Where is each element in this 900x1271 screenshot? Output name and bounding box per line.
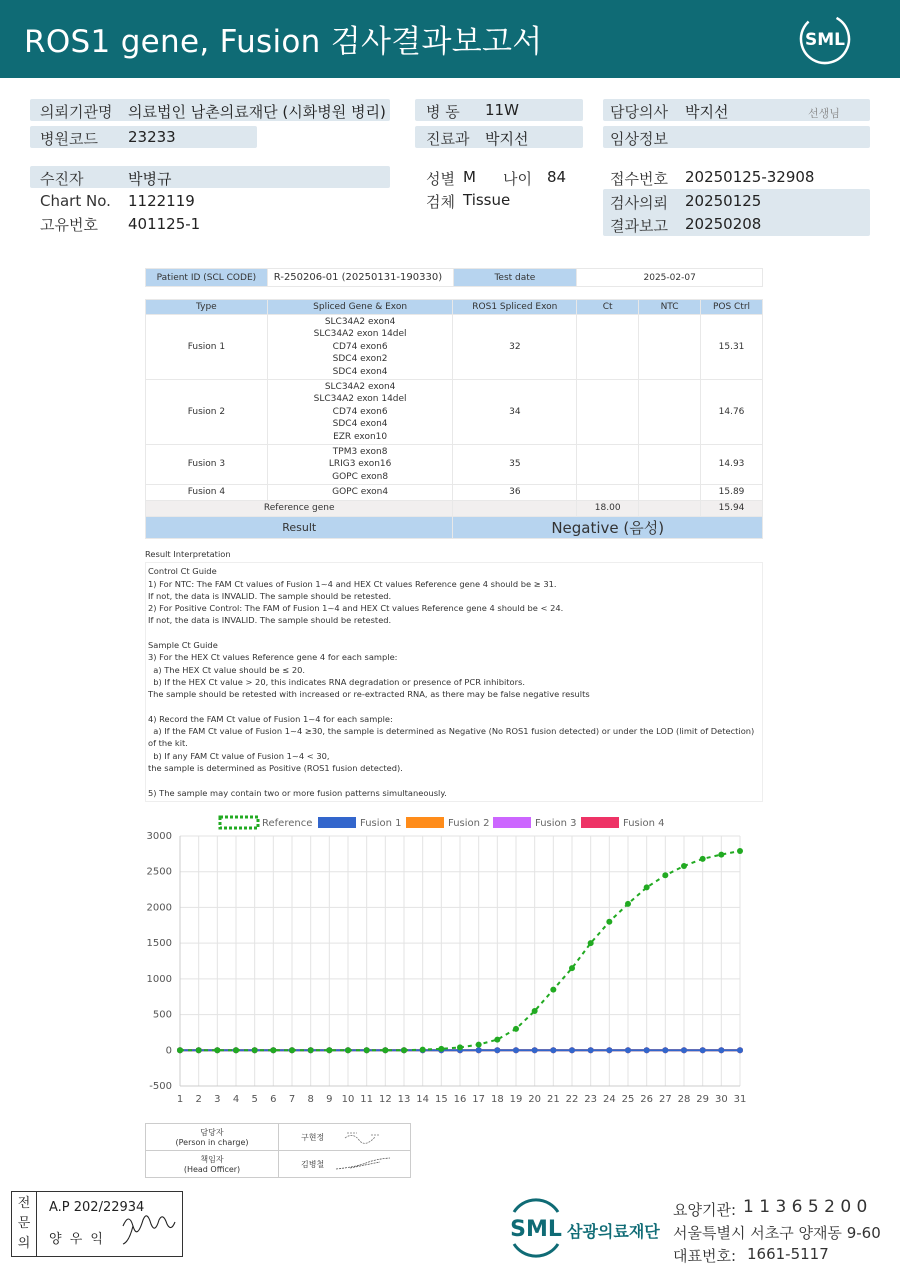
legend-label: Fusion 4: [623, 818, 665, 829]
fusion-type: Fusion 1: [146, 315, 268, 380]
x-tick-label: 16: [453, 1094, 467, 1105]
data-point: [644, 1047, 650, 1053]
chart-label: Chart No.: [40, 192, 111, 210]
x-tick-label: 27: [658, 1094, 672, 1105]
x-tick-label: 22: [565, 1094, 579, 1105]
data-point: [233, 1047, 239, 1053]
hospital-code-label: 병원코드: [40, 130, 98, 148]
data-point: [550, 987, 556, 993]
hospital-code-value: 23233: [128, 128, 176, 146]
data-point: [681, 1047, 687, 1053]
x-tick-label: 14: [416, 1094, 430, 1105]
ntc-value: [639, 485, 701, 500]
ntc-value: [639, 445, 701, 485]
data-point: [289, 1047, 295, 1053]
head-name-cell: [279, 1151, 411, 1178]
data-point: [214, 1047, 220, 1053]
head-officer-cell: [146, 1151, 279, 1178]
legend-label: Reference: [262, 818, 313, 829]
x-tick-label: 13: [397, 1094, 411, 1105]
x-tick-label: 4: [232, 1094, 240, 1105]
data-point: [532, 1008, 538, 1014]
legend-swatch: [406, 817, 444, 828]
x-tick-label: 5: [251, 1094, 258, 1105]
footer-code-value: 1 1 3 6 5 2 0 0: [743, 1197, 868, 1217]
col-header: Type: [146, 300, 268, 315]
data-point: [457, 1044, 463, 1050]
data-point: [420, 1047, 426, 1053]
x-tick-label: 26: [640, 1094, 654, 1105]
footer-phone-label: 대표번호:: [673, 1247, 737, 1265]
request-value: 20250125: [685, 192, 762, 210]
interpretation-line: 5) The sample may contain two or more fusion patterns simultaneously.: [148, 787, 447, 798]
reference-row: [146, 500, 763, 516]
interpretation-line: The sample should be retested with increased or re-extracted RNA, as there may be false negative results: [148, 689, 590, 700]
doctor-suffix: 선생님: [808, 107, 840, 120]
interpretation-line: 3) For the HEX Ct values Reference gene 4 for each sample:: [148, 652, 398, 663]
age-value: 84: [547, 168, 567, 186]
data-point: [476, 1042, 482, 1048]
stamp-signature: [119, 1206, 181, 1250]
interpretation-line: Control Ct Guide: [148, 566, 217, 577]
y-tick-label: 2000: [146, 902, 172, 914]
x-tick-label: 10: [341, 1094, 355, 1105]
data-point: [718, 1047, 724, 1053]
interpretation-line: If not, the data is INVALID. The sample should be retested.: [148, 590, 392, 601]
patient-label: 수진자: [40, 170, 84, 188]
reference-label: Reference gene: [146, 500, 453, 516]
sex-value: M: [463, 168, 476, 186]
sml-logo-text: SML: [805, 30, 845, 50]
gene-exon: LRIG3 exon16: [328, 459, 392, 470]
data-point: [718, 852, 724, 858]
data-point: [438, 1046, 444, 1052]
result-table: [145, 299, 763, 539]
y-tick-label: 0: [165, 1045, 172, 1057]
x-tick-label: 15: [434, 1094, 448, 1105]
data-point: [532, 1047, 538, 1053]
doctor-value: 박지선: [685, 103, 729, 121]
stamp-char: 문: [17, 1216, 31, 1231]
institution-label: 의뢰기관명: [40, 103, 113, 121]
specimen-label: 검체: [426, 193, 455, 211]
receipt-value: 20250125-32908: [685, 168, 815, 186]
data-point: [270, 1047, 276, 1053]
interpretation-line: a) If the FAM Ct value of Fusion 1~4 ≥30, the sample is determined as Negative (No ROS1 fusion detected) or under the LOD (limit of Detection) of the kit.: [148, 726, 757, 749]
data-point: [382, 1047, 388, 1053]
reference-pos: 15.94: [701, 500, 763, 516]
fusion-type: Fusion 4: [146, 485, 268, 500]
legend-swatch: [220, 817, 258, 828]
gene-exon: SDC4 exon2: [332, 354, 388, 365]
footer-phone-value: 1661-5117: [747, 1245, 829, 1263]
reference-ct: 18.00: [577, 500, 639, 516]
data-point: [662, 1047, 668, 1053]
data-point: [476, 1047, 482, 1053]
patient-id-value: R-250206-01 (20250131-190330): [267, 269, 453, 287]
gene-exon: CD74 exon6: [332, 406, 388, 417]
fusion-type: Fusion 3: [146, 445, 268, 485]
amplification-chart: [140, 812, 760, 1112]
legend-swatch: [493, 817, 531, 828]
fusion-row: [146, 445, 763, 485]
gene-exon: EZR exon10: [333, 431, 388, 442]
data-point: [345, 1047, 351, 1053]
report-header: [0, 0, 900, 78]
data-point: [625, 1047, 631, 1053]
data-point: [700, 856, 706, 862]
x-tick-label: 12: [378, 1094, 392, 1105]
data-point: [662, 872, 668, 878]
data-point: [401, 1047, 407, 1053]
data-point: [700, 1047, 706, 1053]
unique-label: 고유번호: [40, 216, 98, 234]
stamp-license: A.P 202/22934: [49, 1200, 145, 1215]
report-label: 결과보고: [610, 217, 668, 235]
interpretation-line: 4) Record the FAM Ct value of Fusion 1~4 for each sample:: [148, 713, 393, 724]
interpretation-line: a) The HEX Ct value should be ≤ 20.: [148, 664, 306, 675]
institution-value: 의료법인 남촌의료재단 (시화병원 병리): [128, 103, 386, 121]
person-name: 구현정: [301, 1132, 325, 1142]
data-point: [494, 1047, 500, 1053]
gene-exon: SLC34A2 exon 14del: [313, 394, 407, 405]
y-tick-label: 2500: [146, 866, 172, 878]
gene-exon: GOPC exon8: [332, 471, 389, 482]
ntc-value: [639, 315, 701, 380]
interpretation-line: [148, 701, 760, 713]
test-date-value: 2025-02-07: [577, 269, 763, 287]
interpretation-line: If not, the data is INVALID. The sample should be retested.: [148, 615, 392, 626]
stamp-char: 전: [17, 1196, 31, 1211]
dept-label: 진료과: [426, 130, 470, 148]
clinical-label: 임상정보: [610, 130, 668, 148]
data-point: [606, 919, 612, 925]
person-name-cell: [279, 1124, 411, 1151]
x-tick-label: 29: [696, 1094, 710, 1105]
gene-exon: CD74 exon6: [332, 341, 388, 352]
data-point: [326, 1047, 332, 1053]
data-point: [177, 1047, 183, 1053]
head-label-ko: 책임자: [200, 1155, 224, 1164]
request-label: 검사의뢰: [610, 194, 668, 212]
result-value: Negative (음성): [453, 516, 763, 538]
chart-value: 1122119: [128, 192, 195, 210]
x-tick-label: 1: [176, 1094, 184, 1105]
data-point: [625, 901, 631, 907]
data-point: [569, 965, 575, 971]
x-tick-label: 20: [528, 1094, 542, 1105]
y-tick-label: 3000: [146, 831, 172, 842]
ward-value: 11W: [485, 101, 519, 119]
patient-value: 박병규: [128, 170, 172, 188]
col-header: POS Ctrl: [701, 300, 763, 315]
head-signature: [334, 1155, 394, 1173]
x-tick-label: 24: [602, 1094, 616, 1105]
pos-ctrl-value: 15.89: [701, 485, 763, 500]
footer-code-label: 요양기관:: [673, 1201, 737, 1219]
footer-logo-text: SML: [510, 1217, 562, 1242]
col-header: NTC: [639, 300, 701, 315]
interpretation-line: b) If any FAM Ct value of Fusion 1~4 < 30,: [148, 750, 330, 761]
x-tick-label: 19: [509, 1094, 523, 1105]
data-point: [513, 1047, 519, 1053]
y-tick-label: 1000: [146, 973, 172, 985]
data-point: [196, 1047, 202, 1053]
data-point: [606, 1047, 612, 1053]
ct-value: [577, 485, 639, 500]
test-date-label: Test date: [453, 269, 577, 287]
sml-logo: [798, 12, 852, 66]
data-point: [588, 1047, 594, 1053]
fusion-row: [146, 485, 763, 500]
legend-label: Fusion 2: [448, 818, 490, 829]
x-tick-label: 31: [733, 1094, 747, 1105]
data-point: [737, 1047, 743, 1053]
result-label: Result: [146, 516, 453, 538]
data-point: [494, 1037, 500, 1043]
interpretation-line: [148, 627, 760, 639]
spliced-genes: [267, 380, 453, 445]
spliced-genes: [267, 485, 453, 500]
x-tick-label: 21: [546, 1094, 560, 1105]
doctor-label: 담당의사: [610, 103, 668, 121]
interpretation-box: [145, 562, 763, 802]
x-tick-label: 6: [270, 1094, 277, 1105]
x-tick-label: 8: [307, 1094, 314, 1105]
legend-label: Fusion 1: [360, 818, 402, 829]
legend-label: Fusion 3: [535, 818, 577, 829]
gene-exon: SLC34A2 exon 14del: [313, 329, 407, 340]
person-in-charge-cell: [146, 1124, 279, 1151]
spliced-genes: [267, 315, 453, 380]
col-header: Ct: [577, 300, 639, 315]
data-point: [588, 940, 594, 946]
interpretation-line: Sample Ct Guide: [148, 640, 218, 651]
result-row: [146, 516, 763, 538]
gene-exon: SDC4 exon4: [332, 419, 388, 430]
x-tick-label: 23: [584, 1094, 598, 1105]
data-point: [644, 884, 650, 890]
head-label-en: (Head Officer): [183, 1165, 241, 1174]
ct-value: [577, 380, 639, 445]
result-interpretation: [145, 548, 763, 802]
specialist-stamp: [11, 1191, 183, 1257]
gene-exon: SLC34A2 exon4: [324, 382, 396, 393]
receipt-label: 접수번호: [610, 170, 668, 188]
sex-label: 성별: [426, 170, 455, 188]
legend-swatch: [318, 817, 356, 828]
person-label-ko: 담당자: [200, 1128, 224, 1137]
ros1-exon: 35: [453, 445, 577, 485]
unique-value: 401125-1: [128, 215, 201, 233]
pos-ctrl-value: 14.76: [701, 380, 763, 445]
data-point: [737, 848, 743, 854]
patient-id-label: Patient ID (SCL CODE): [146, 269, 268, 287]
x-tick-label: 28: [677, 1094, 691, 1105]
pos-ctrl-value: 15.31: [701, 315, 763, 380]
gene-exon: SDC4 exon4: [332, 366, 388, 377]
col-header: ROS1 Spliced Exon: [453, 300, 577, 315]
dept-value: 박지선: [485, 130, 529, 148]
footer-org-name: 삼광의료재단: [567, 1222, 660, 1241]
x-tick-label: 17: [472, 1094, 486, 1105]
x-tick-label: 9: [326, 1094, 333, 1105]
footer-address: 서울특별시 서초구 양재동 9-60: [673, 1224, 881, 1242]
patient-id-table: [145, 268, 763, 287]
spliced-genes: [267, 445, 453, 485]
interpretation-title: Result Interpretation: [145, 549, 231, 559]
ward-label: 병 동: [426, 103, 460, 121]
ntc-value: [639, 380, 701, 445]
signature-table: [145, 1123, 411, 1178]
y-tick-label: 1500: [146, 938, 172, 950]
gene-exon: GOPC exon4: [332, 487, 389, 498]
col-header: Spliced Gene & Exon: [267, 300, 453, 315]
pos-ctrl-value: 14.93: [701, 445, 763, 485]
data-point: [681, 863, 687, 869]
stamp-char: 의: [17, 1236, 31, 1251]
legend-swatch: [581, 817, 619, 828]
gene-exon: SLC34A2 exon4: [324, 317, 396, 327]
ros1-exon: 36: [453, 485, 577, 500]
age-label: 나이: [503, 170, 532, 188]
data-point: [308, 1047, 314, 1053]
ct-value: [577, 315, 639, 380]
x-tick-label: 11: [360, 1094, 374, 1105]
interpretation-line: [148, 774, 760, 786]
data-point: [252, 1047, 258, 1053]
interpretation-line: the sample is determined as Positive (ROS1 fusion detected).: [148, 763, 403, 774]
interpretation-line: 1) For NTC: The FAM Ct values of Fusion 1~4 and HEX Ct values Reference gene 4 should be ≥ 31.: [148, 578, 557, 589]
y-tick-label: -500: [149, 1081, 172, 1092]
fusion-row: [146, 380, 763, 445]
footer-sml-logo: [508, 1198, 564, 1258]
x-tick-label: 3: [214, 1094, 221, 1105]
x-tick-label: 25: [621, 1094, 635, 1105]
report-title: ROS1 gene, Fusion 검사결과보고서: [24, 24, 543, 60]
fusion-type: Fusion 2: [146, 380, 268, 445]
stamp-vertical-label: [12, 1192, 37, 1256]
ct-value: [577, 445, 639, 485]
data-point: [569, 1047, 575, 1053]
data-point: [364, 1047, 370, 1053]
x-tick-label: 18: [490, 1094, 504, 1105]
person-signature: [341, 1129, 391, 1145]
data-point: [513, 1026, 519, 1032]
x-tick-label: 30: [714, 1094, 728, 1105]
fusion-row: [146, 315, 763, 380]
x-tick-label: 7: [288, 1094, 296, 1105]
gene-exon: TPM3 exon8: [332, 447, 388, 458]
head-name: 김병철: [301, 1159, 325, 1169]
ros1-exon: 34: [453, 380, 577, 445]
report-value: 20250208: [685, 215, 762, 233]
specimen-value: Tissue: [463, 191, 511, 209]
y-tick-label: 500: [152, 1009, 172, 1021]
interpretation-line: 2) For Positive Control: The FAM of Fusion 1~4 and HEX Ct values Reference gene 4 should be < 24.: [148, 603, 564, 614]
ros1-exon: 32: [453, 315, 577, 380]
person-label-en: (Person in charge): [175, 1138, 249, 1147]
interpretation-line: b) If the HEX Ct value > 20, this indicates RNA degradation or presence of PCR inhibitors.: [148, 676, 526, 687]
data-point: [550, 1047, 556, 1053]
x-tick-label: 2: [195, 1094, 202, 1105]
stamp-name: 양 우 익: [49, 1232, 105, 1247]
